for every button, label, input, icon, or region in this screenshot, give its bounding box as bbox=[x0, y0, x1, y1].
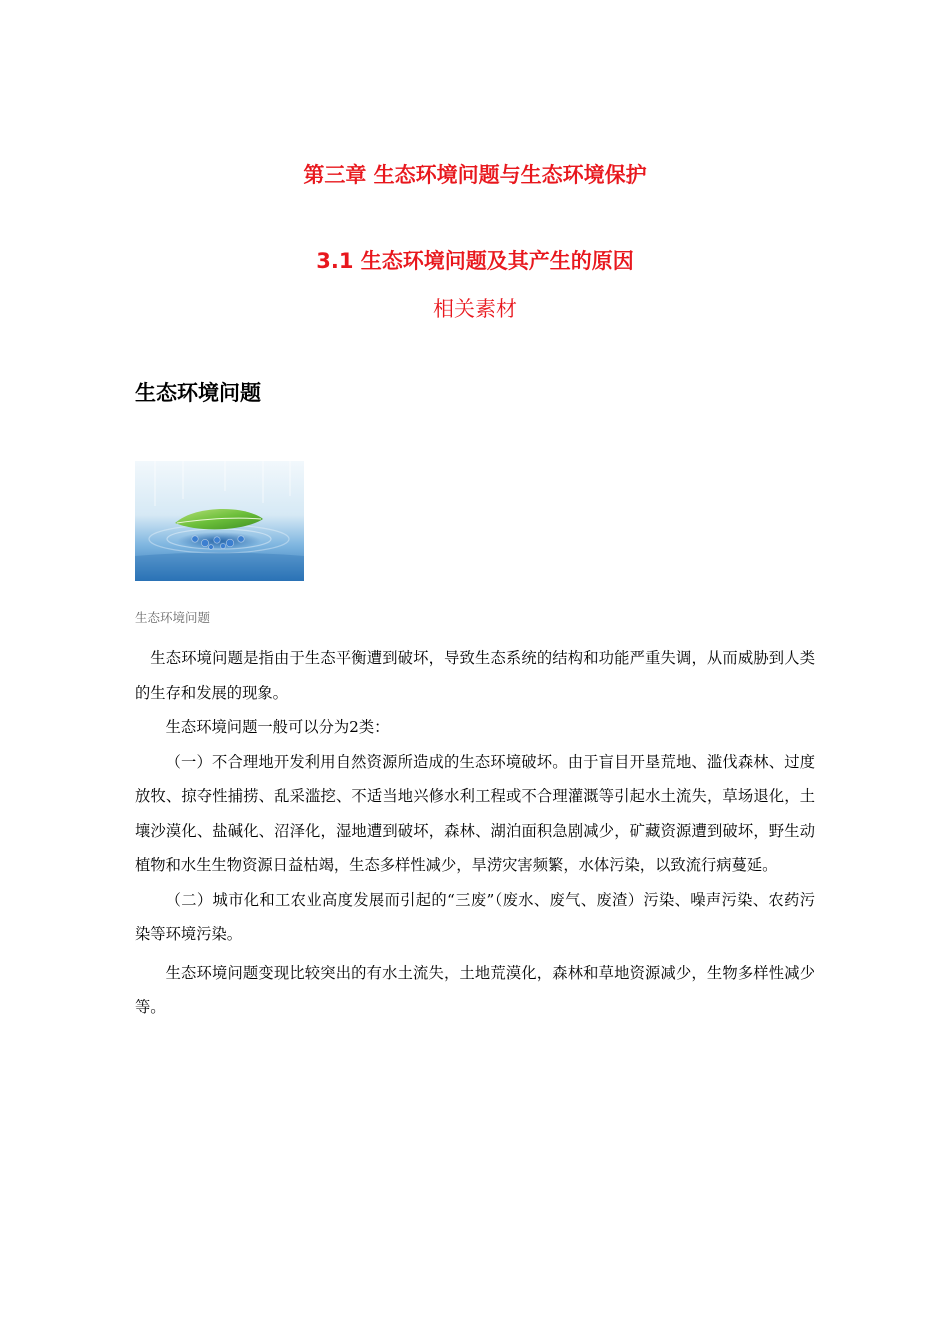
figure-caption: 生态环境问题 bbox=[135, 610, 211, 625]
paragraph-category-one: （一）不合理地开发利用自然资源所造成的生态环境破坏。由于盲目开垦荒地、滥伐森林、过度放牧、掠夺性捕捞、乱采滥挖、不适当地兴修水利工程或不合理灌溉等引起水土流失，草场退化，土壤沙漠化、盐碱化、沼泽化，湿地遭到破坏，森林、湖泊面积急剧减少，矿藏资源遭到破坏，野生动植物和水生生物资源日益枯竭，生态多样性减少，旱涝灾害频繁，水体污染，以致流行病蔓延。 bbox=[135, 752, 815, 874]
subtitle: 相关素材 bbox=[433, 297, 517, 321]
section-title: 3.1 生态环境问题及其产生的原因 bbox=[316, 249, 634, 273]
body-text bbox=[135, 641, 815, 1025]
paragraph-category-two: （二）城市化和工农业高度发展而引起的“三废”（废水、废气、废渣）污染、噪声污染、农药污染等环境污染。 bbox=[135, 890, 815, 943]
chapter-title: 第三章 生态环境问题与生态环境保护 bbox=[303, 163, 647, 187]
paragraph-definition: 生态环境问题是指由于生态平衡遭到破坏，导致生态系统的结构和功能严重失调，从而威胁到人类的生存和发展的现象。 bbox=[135, 649, 815, 702]
topic-heading: 生态环境问题 bbox=[135, 381, 261, 405]
paragraph-categories: 生态环境问题一般可以分为2类： bbox=[165, 718, 390, 736]
leaf-on-water-image bbox=[135, 461, 304, 581]
paragraph-summary: 生态环境问题变现比较突出的有水土流失，土地荒漠化，森林和草地资源减少，生物多样性减少等。 bbox=[135, 963, 815, 1016]
